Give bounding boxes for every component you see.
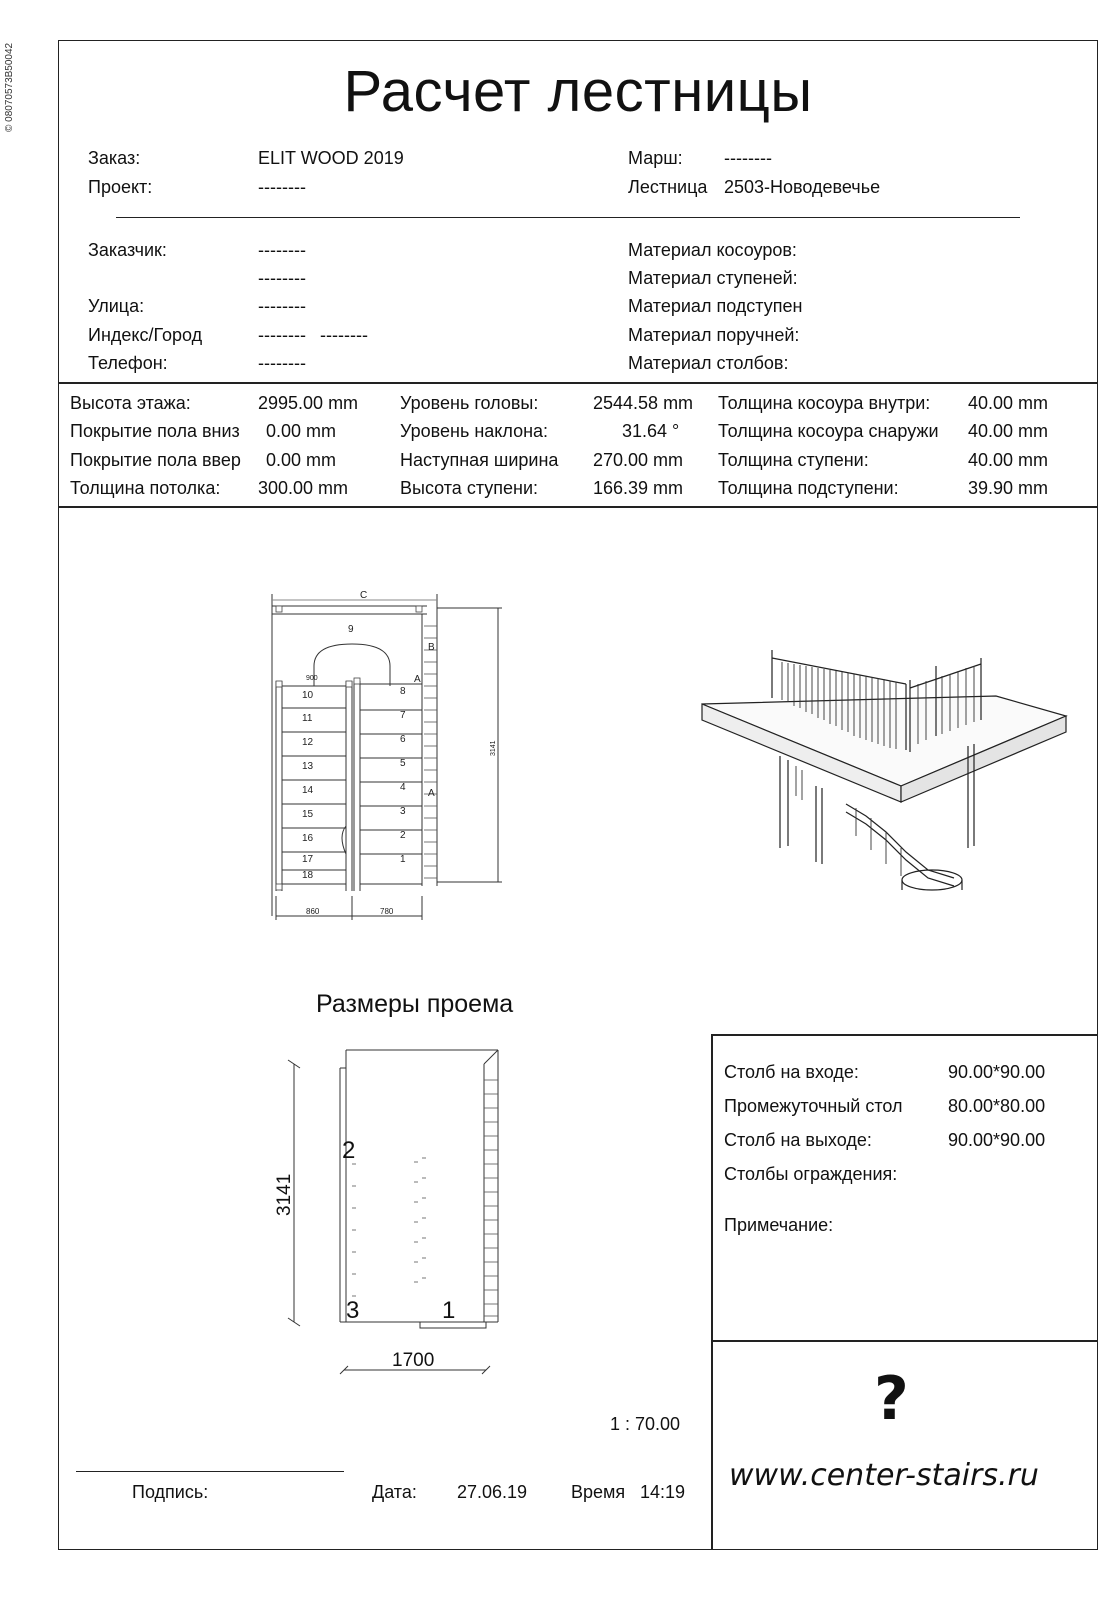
param-label: Покрытие пола ввер bbox=[70, 450, 241, 470]
step-number: 6 bbox=[400, 734, 406, 745]
param-value: 2995.00 mm bbox=[258, 393, 359, 413]
params-top-divider bbox=[58, 382, 1098, 384]
param-value: 2544.58 mm bbox=[593, 393, 694, 413]
time-value: 14:19 bbox=[640, 1482, 686, 1502]
param-value: 270.00 mm bbox=[593, 450, 684, 470]
opening-width-dim: 1700 bbox=[392, 1350, 435, 1371]
plan-dim-860: 860 bbox=[306, 907, 320, 916]
step-number: 5 bbox=[400, 758, 406, 769]
param-value: 40.00 mm bbox=[968, 421, 1049, 441]
plan-label-a: A bbox=[414, 674, 421, 685]
param-value: 40.00 mm bbox=[968, 450, 1049, 470]
stair-label: Лестница bbox=[628, 177, 708, 197]
post-label: Столб на входе: bbox=[724, 1062, 859, 1082]
plan-dim-780: 780 bbox=[380, 907, 394, 916]
material-posts: Материал столбов: bbox=[628, 353, 789, 373]
material-handrails: Материал поручней: bbox=[628, 325, 800, 345]
param-label: Уровень головы: bbox=[400, 393, 539, 413]
order-label: Заказ: bbox=[88, 148, 141, 168]
plan-label-a2: A bbox=[428, 788, 435, 799]
step-number: 18 bbox=[302, 870, 314, 881]
march-value: -------- bbox=[724, 148, 772, 168]
param-label: Толщина подступени: bbox=[718, 478, 899, 498]
website-link[interactable]: www.center-stairs.ru bbox=[729, 1458, 1039, 1493]
step-number: 12 bbox=[302, 737, 314, 748]
plan-dim-900: 900 bbox=[306, 675, 318, 682]
march-label: Марш: bbox=[628, 148, 683, 168]
param-value: 166.39 mm bbox=[593, 478, 684, 498]
company-logo-mark: ? bbox=[874, 1364, 909, 1434]
time-label: Время bbox=[571, 1482, 626, 1502]
opening-corner-2: 2 bbox=[342, 1137, 356, 1164]
param-value: 0.00 mm bbox=[266, 450, 337, 470]
param-label: Толщина потолка: bbox=[70, 478, 221, 498]
landing-number: 9 bbox=[348, 624, 354, 635]
street-label: Улица: bbox=[88, 296, 145, 316]
post-label: Промежуточный стол bbox=[724, 1096, 903, 1116]
material-treads: Материал ступеней: bbox=[628, 268, 798, 288]
step-number: 10 bbox=[302, 690, 314, 701]
step-number: 17 bbox=[302, 854, 314, 865]
index-value: -------- bbox=[258, 325, 306, 345]
city-value: -------- bbox=[320, 325, 368, 345]
material-risers: Материал подступен bbox=[628, 296, 803, 316]
stair-plan-drawing bbox=[262, 586, 512, 926]
phone-label: Телефон: bbox=[88, 353, 168, 373]
signature-label: Подпись: bbox=[132, 1482, 209, 1502]
scale-value: 1 : 70.00 bbox=[610, 1414, 681, 1434]
opening-corner-3: 3 bbox=[346, 1297, 360, 1324]
param-value: 0.00 mm bbox=[266, 421, 337, 441]
info-box-left-border bbox=[711, 1034, 713, 1550]
step-number: 2 bbox=[400, 830, 406, 841]
step-number: 8 bbox=[400, 686, 406, 697]
step-number: 7 bbox=[400, 710, 406, 721]
opening-drawing bbox=[266, 1046, 516, 1386]
project-value: -------- bbox=[258, 177, 306, 197]
opening-title: Размеры проема bbox=[316, 990, 514, 1018]
param-value: 31.64 ° bbox=[622, 421, 680, 441]
param-label: Наступная ширина bbox=[400, 450, 559, 470]
param-label: Покрытие пола вниз bbox=[70, 421, 240, 441]
plan-label-c: C bbox=[360, 590, 368, 601]
street-value: -------- bbox=[258, 296, 306, 316]
param-label: Высота этажа: bbox=[70, 393, 191, 413]
project-label: Проект: bbox=[88, 177, 153, 197]
step-number: 16 bbox=[302, 833, 314, 844]
plan-dim-3141: 3141 bbox=[490, 740, 497, 756]
post-value: 90.00*90.00 bbox=[948, 1062, 1046, 1082]
param-value: 40.00 mm bbox=[968, 393, 1049, 413]
plan-label-b: B bbox=[428, 642, 435, 653]
material-stringer: Материал косоуров: bbox=[628, 240, 797, 260]
signature-line bbox=[76, 1471, 344, 1472]
step-number: 13 bbox=[302, 761, 314, 772]
phone-value: -------- bbox=[258, 353, 306, 373]
date-label: Дата: bbox=[372, 1482, 417, 1502]
order-value: ELIT WOOD 2019 bbox=[258, 148, 404, 168]
info-box-top-border bbox=[711, 1034, 1098, 1036]
param-label: Высота ступени: bbox=[400, 478, 539, 498]
customer-value-2: -------- bbox=[258, 268, 306, 288]
note-label: Примечание: bbox=[724, 1215, 834, 1235]
param-label: Уровень наклона: bbox=[400, 421, 549, 441]
stair-value: 2503-Новодевечье bbox=[724, 177, 881, 197]
customer-label: Заказчик: bbox=[88, 240, 167, 260]
param-label: Толщина косоура снаружи bbox=[718, 421, 939, 441]
post-label: Столб на выходе: bbox=[724, 1130, 872, 1150]
date-value: 27.06.19 bbox=[457, 1482, 528, 1502]
info-box-divider bbox=[711, 1340, 1098, 1342]
step-number: 3 bbox=[400, 806, 406, 817]
params-bottom-divider bbox=[58, 506, 1098, 508]
post-value: 80.00*80.00 bbox=[948, 1096, 1046, 1116]
step-number: 11 bbox=[302, 713, 313, 724]
param-value: 39.90 mm bbox=[968, 478, 1049, 498]
page-title: Расчет лестницы bbox=[343, 59, 813, 124]
step-number: 14 bbox=[302, 785, 314, 796]
city-label: Индекс/Город bbox=[88, 325, 203, 345]
opening-corner-1: 1 bbox=[442, 1297, 456, 1324]
param-label: Толщина косоура внутри: bbox=[718, 393, 931, 413]
post-label: Столбы ограждения: bbox=[724, 1164, 898, 1184]
step-number: 15 bbox=[302, 809, 314, 820]
step-number: 1 bbox=[400, 854, 406, 865]
stair-3d-illustration bbox=[696, 636, 1070, 906]
opening-height-dim: 3141 bbox=[274, 1173, 295, 1216]
post-value: 90.00*90.00 bbox=[948, 1130, 1046, 1150]
param-value: 300.00 mm bbox=[258, 478, 349, 498]
document-code: © 08070573B50042 bbox=[4, 42, 15, 132]
step-number: 4 bbox=[400, 782, 406, 793]
param-label: Толщина ступени: bbox=[718, 450, 869, 470]
customer-value: -------- bbox=[258, 240, 306, 260]
header-divider bbox=[116, 217, 1020, 218]
